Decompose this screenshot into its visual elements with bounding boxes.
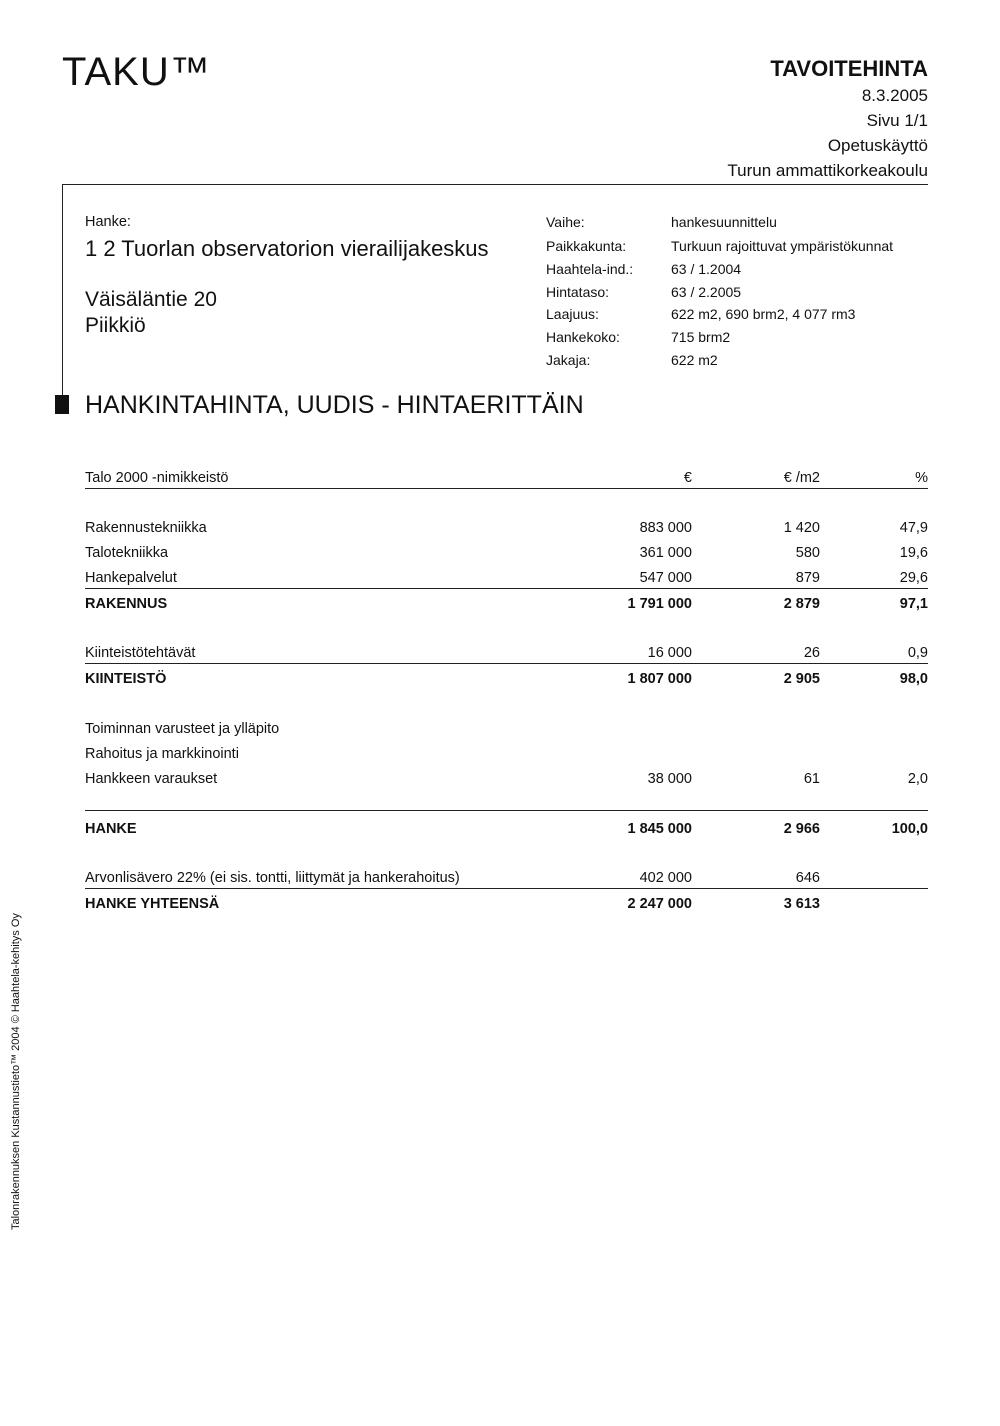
row-percent: 2,0 bbox=[907, 771, 928, 787]
info-key: Hintataso: bbox=[546, 284, 610, 300]
table-row bbox=[85, 740, 928, 764]
info-value: 63 / 2.2005 bbox=[671, 284, 742, 300]
row-eur: 1 791 000 bbox=[627, 596, 692, 612]
row-eur: 402 000 bbox=[639, 870, 692, 886]
row-label: Rakennustekniikka bbox=[85, 520, 207, 536]
row-eur: 2 247 000 bbox=[627, 896, 692, 912]
row-percent: 47,9 bbox=[899, 520, 928, 536]
info-value: 622 m2 bbox=[671, 352, 718, 368]
column-header-eur-per-m2: € /m2 bbox=[783, 470, 820, 486]
row-eur: 38 000 bbox=[647, 771, 692, 787]
row-label: KIINTEISTÖ bbox=[85, 671, 167, 687]
row-eur-per-m2: 580 bbox=[795, 545, 820, 561]
table-row bbox=[85, 514, 928, 538]
column-header-percent: % bbox=[915, 470, 928, 486]
table-subtotal-row bbox=[85, 665, 928, 689]
project-address: Väisäläntie 20 bbox=[85, 288, 217, 311]
info-key: Laajuus: bbox=[546, 306, 599, 322]
row-percent: 98,0 bbox=[899, 671, 928, 687]
row-label: Toiminnan varusteet ja ylläpito bbox=[85, 721, 280, 737]
row-label: RAKENNUS bbox=[85, 596, 168, 612]
info-key: Paikkakunta: bbox=[546, 238, 627, 254]
info-value: 622 m2, 690 brm2, 4 077 rm3 bbox=[671, 306, 856, 322]
page-number: Sivu 1/1 bbox=[866, 111, 928, 130]
row-label: Hankkeen varaukset bbox=[85, 771, 218, 787]
row-percent: 29,6 bbox=[899, 570, 928, 586]
organization-name: Turun ammattikorkeakoulu bbox=[727, 161, 928, 180]
row-label: Rahoitus ja markkinointi bbox=[85, 746, 239, 762]
info-value: hankesuunnittelu bbox=[671, 214, 777, 230]
row-percent: 0,9 bbox=[907, 645, 928, 661]
usage-note: Opetuskäyttö bbox=[827, 136, 928, 155]
info-value: Turkuun rajoittuvat ympäristökunnat bbox=[671, 238, 894, 254]
info-value: 63 / 1.2004 bbox=[671, 261, 742, 277]
column-header-eur: € bbox=[683, 470, 692, 486]
row-percent: 19,6 bbox=[899, 545, 928, 561]
row-label: Arvonlisävero 22% (ei sis. tontti, liittymät ja hankerahoitus) bbox=[85, 870, 460, 886]
row-eur-per-m2: 26 bbox=[803, 645, 820, 661]
header-divider bbox=[62, 184, 928, 185]
row-percent: 97,1 bbox=[899, 596, 928, 612]
info-key: Jakaja: bbox=[546, 352, 591, 368]
total-divider bbox=[85, 810, 928, 811]
row-eur-per-m2: 61 bbox=[803, 771, 820, 787]
row-label: Talotekniikka bbox=[85, 545, 169, 561]
row-eur-per-m2: 2 966 bbox=[783, 821, 820, 837]
row-percent: 100,0 bbox=[891, 821, 928, 837]
project-label: Hanke: bbox=[85, 214, 131, 230]
row-label: Hankepalvelut bbox=[85, 570, 177, 586]
table-grand-total-row bbox=[85, 890, 928, 914]
info-value: 715 brm2 bbox=[671, 329, 731, 345]
row-eur: 1 845 000 bbox=[627, 821, 692, 837]
table-header bbox=[85, 464, 928, 489]
row-eur-per-m2: 2 905 bbox=[783, 671, 820, 687]
row-label: Kiinteistötehtävät bbox=[85, 645, 196, 661]
row-eur: 1 807 000 bbox=[627, 671, 692, 687]
row-eur-per-m2: 1 420 bbox=[783, 520, 820, 536]
left-frame-line bbox=[62, 185, 63, 397]
column-header-category: Talo 2000 -nimikkeistö bbox=[85, 470, 229, 486]
table-row bbox=[85, 639, 928, 664]
info-key: Hankekoko: bbox=[546, 329, 620, 345]
info-key: Haahtela-ind.: bbox=[546, 261, 634, 277]
table-row bbox=[85, 564, 928, 589]
section-marker bbox=[55, 395, 69, 414]
table-row bbox=[85, 765, 928, 789]
copyright-side-note: Talonrakennuksen Kustannustieto™ 2004 © Haahtela-kehitys Oy bbox=[10, 913, 22, 1230]
row-eur-per-m2: 646 bbox=[795, 870, 820, 886]
section-title: HANKINTAHINTA, UUDIS - HINTAERITTÄIN bbox=[85, 391, 584, 419]
table-row bbox=[85, 715, 928, 739]
info-key: Vaihe: bbox=[546, 214, 585, 230]
row-eur: 883 000 bbox=[639, 520, 692, 536]
row-label: HANKE bbox=[85, 821, 137, 837]
project-name: 1 2 Tuorlan observatorion vierailijakeskus bbox=[85, 236, 489, 261]
row-label: HANKE YHTEENSÄ bbox=[85, 896, 220, 912]
table-row bbox=[85, 539, 928, 563]
row-eur-per-m2: 879 bbox=[795, 570, 820, 586]
row-eur: 547 000 bbox=[639, 570, 692, 586]
table-subtotal-row bbox=[85, 590, 928, 614]
row-eur-per-m2: 2 879 bbox=[783, 596, 820, 612]
document-date: 8.3.2005 bbox=[861, 86, 928, 105]
row-eur-per-m2: 3 613 bbox=[783, 896, 820, 912]
row-eur: 16 000 bbox=[647, 645, 692, 661]
document-title: TAVOITEHINTA bbox=[770, 56, 928, 81]
table-row bbox=[85, 864, 928, 889]
taku-logo: TAKU™ bbox=[62, 50, 211, 94]
table-total-row bbox=[85, 815, 928, 839]
project-municipality: Piikkiö bbox=[85, 314, 146, 337]
row-eur: 361 000 bbox=[639, 545, 692, 561]
